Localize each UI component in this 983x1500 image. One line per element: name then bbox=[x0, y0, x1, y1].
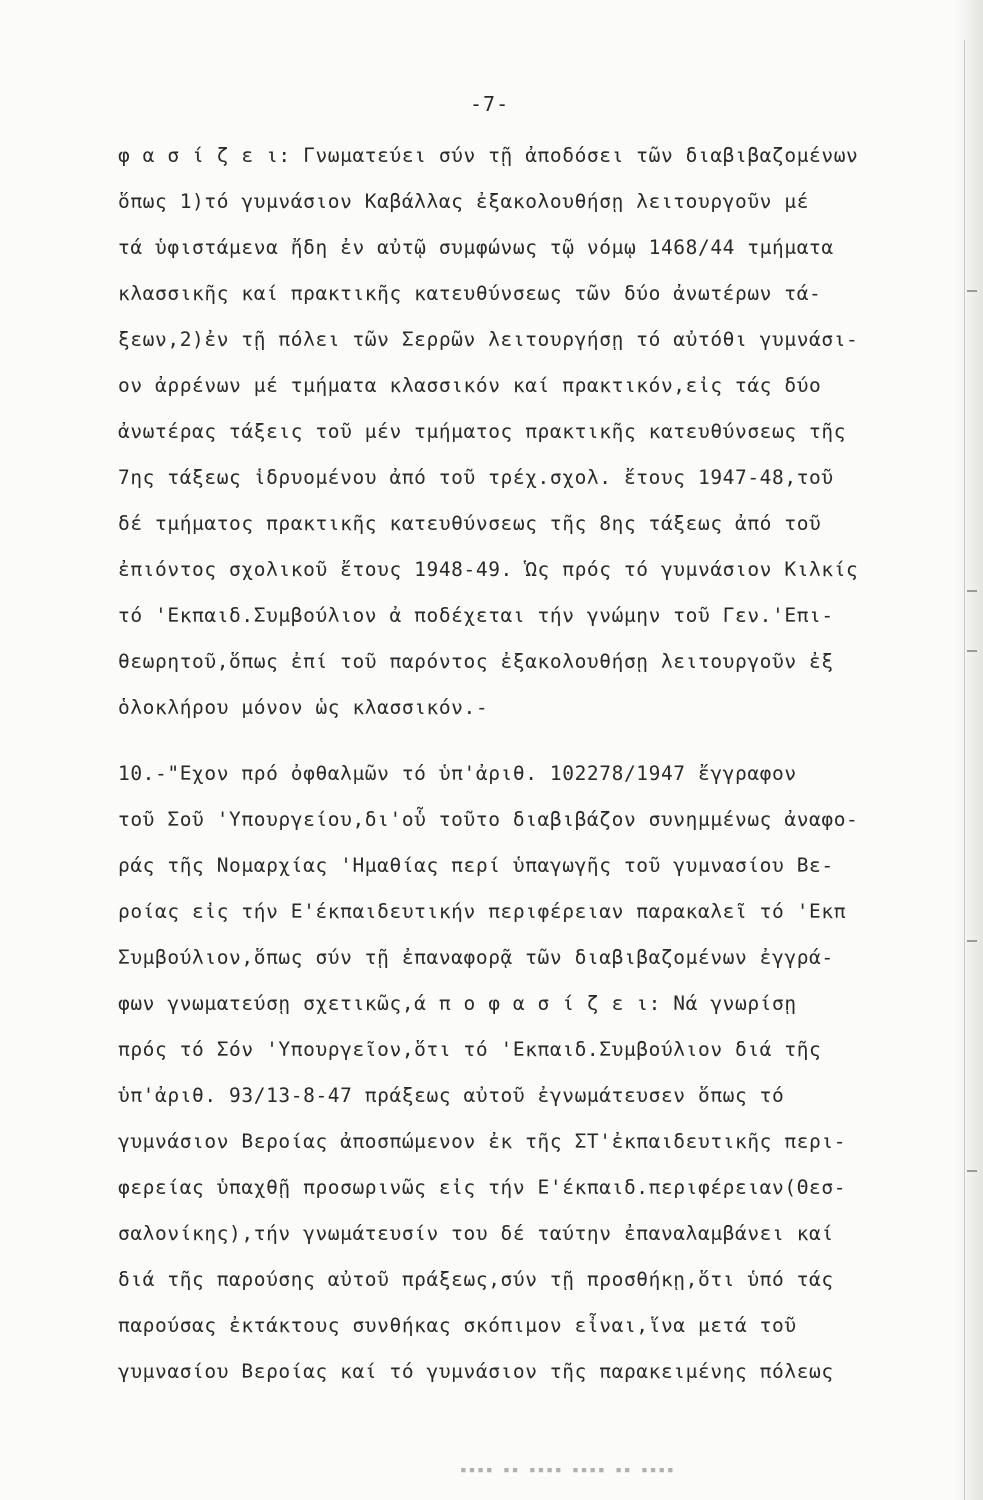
edge-mark bbox=[967, 290, 977, 292]
text-line: 10.-"Εχον πρό ὀφθαλμῶν τό ὑπ'ἀριθ. 102278/1947 ἔγγραφον bbox=[118, 762, 797, 785]
edge-mark bbox=[967, 1170, 977, 1172]
text-line: παρούσας ἐκτάκτους συνθήκας σκόπιμον εἶναι,ἵνα μετά τοῦ bbox=[118, 1314, 797, 1337]
text-line: διά τῆς παρούσης αὐτοῦ πράξεως,σύν τῇ προσθήκῃ,ὅτι ὑπό τάς bbox=[118, 1268, 834, 1291]
text-line: ἀνωτέρας τάξεις τοῦ μέν τμήματος πρακτικῆς κατευθύνσεως τῆς bbox=[118, 420, 847, 443]
text-line: ὁλοκλήρου μόνον ὡς κλασσικόν.- bbox=[118, 696, 489, 719]
page-edge-shadow bbox=[955, 0, 983, 1500]
text-line: ον ἀρρένων μέ τμήματα κλασσικόν καί πρακτικόν,εἰς τάς δύο bbox=[118, 374, 822, 397]
text-line: γυμνασίου Βεροίας καί τό γυμνάσιον τῆς παρακειμένης πόλεως bbox=[118, 1360, 834, 1383]
edge-mark bbox=[967, 650, 977, 652]
text-line: 7ης τάξεως ἱδρυομένου ἀπό τοῦ τρέχ.σχολ. ἔτους 1947-48,τοῦ bbox=[118, 466, 834, 489]
text-line: γυμνάσιον Βεροίας ἀποσπώμενον ἐκ τῆς ΣΤ'ἐκπαιδευτικῆς περι- bbox=[118, 1130, 847, 1153]
edge-mark bbox=[967, 940, 977, 942]
text-line: κλασσικῆς καί πρακτικῆς κατευθύνσεως τῶν δύο ἀνωτέρων τά- bbox=[118, 282, 822, 305]
text-line: τοῦ Σοῦ 'Υπουργείου,δι'οὗ τοῦτο διαβιβάζον συνημμένως ἀναφο- bbox=[118, 808, 859, 831]
page-edge-line bbox=[964, 40, 965, 1500]
page-number: -7- bbox=[470, 92, 510, 116]
text-line: θεωρητοῦ,ὅπως ἐπί τοῦ παρόντος ἐξακολουθήσῃ λειτουργοῦν ἐξ bbox=[118, 650, 834, 673]
text-line: ξεων,2)ἐν τῇ πόλει τῶν Σερρῶν λειτουργήσῃ τό αὐτόθι γυμνάσι- bbox=[118, 328, 859, 351]
text-line: δέ τμήματος πρακτικῆς κατευθύνσεως τῆς 8ης τάξεως ἀπό τοῦ bbox=[118, 512, 822, 535]
text-line: σαλονίκης),τήν γνωμάτευσίν του δέ ταύτην ἐπαναλαμβάνει καί bbox=[118, 1222, 834, 1245]
faded-footer-stamp: ▪▪▪▪ ▪▪ ▪▪▪▪ ▪▪▪▪ ▪▪ ▪▪▪▪ bbox=[460, 1463, 676, 1476]
text-line: φ α σ ί ζ ε ι: Γνωματεύει σύν τῇ ἀποδόσει τῶν διαβιβαζομένων bbox=[118, 144, 859, 167]
text-line: πρός τό Σόν 'Υπουργεῖον,ὅτι τό 'Εκπαιδ.Συμβούλιον διά τῆς bbox=[118, 1038, 822, 1061]
text-line: φερείας ὑπαχθῇ προσωρινῶς εἰς τήν Ε'έκπαιδ.περιφέρειαν(Θεσ- bbox=[118, 1176, 847, 1199]
text-line: φων γνωματεύσῃ σχετικῶς,ά π ο φ α σ ί ζ ε ι: Νά γνωρίσῃ bbox=[118, 992, 797, 1015]
text-line: ὅπως 1)τό γυμνάσιον Καβάλλας ἐξακολουθήσῃ λειτουργοῦν μέ bbox=[118, 190, 810, 213]
text-line: ἐπιόντος σχολικοῦ ἔτους 1948-49. Ὡς πρός τό γυμνάσιον Κιλκίς bbox=[118, 558, 859, 581]
text-line: τό 'Εκπαιδ.Συμβούλιον ἀ ποδέχεται τήν γνώμην τοῦ Γεν.'Επι- bbox=[118, 604, 834, 627]
text-line: ροίας εἰς τήν Ε'έκπαιδευτικήν περιφέρειαν παρακαλεῖ τό 'Εκπ bbox=[118, 900, 847, 923]
text-line: ὑπ'ἀριθ. 93/13-8-47 πράξεως αὐτοῦ ἐγνωμάτευσεν ὅπως τό bbox=[118, 1084, 785, 1107]
text-line: Συμβούλιον,ὅπως σύν τῇ ἐπαναφορᾷ τῶν διαβιβαζομένων ἐγγρά- bbox=[118, 946, 834, 969]
text-line: τά ὑφιστάμενα ἤδη ἐν αὐτῷ συμφώνως τῷ νόμῳ 1468/44 τμήματα bbox=[118, 236, 834, 259]
text-line: ράς τῆς Νομαρχίας 'Ημαθίας περί ὑπαγωγῆς τοῦ γυμνασίου Βε- bbox=[118, 854, 834, 877]
edge-mark bbox=[967, 590, 977, 592]
